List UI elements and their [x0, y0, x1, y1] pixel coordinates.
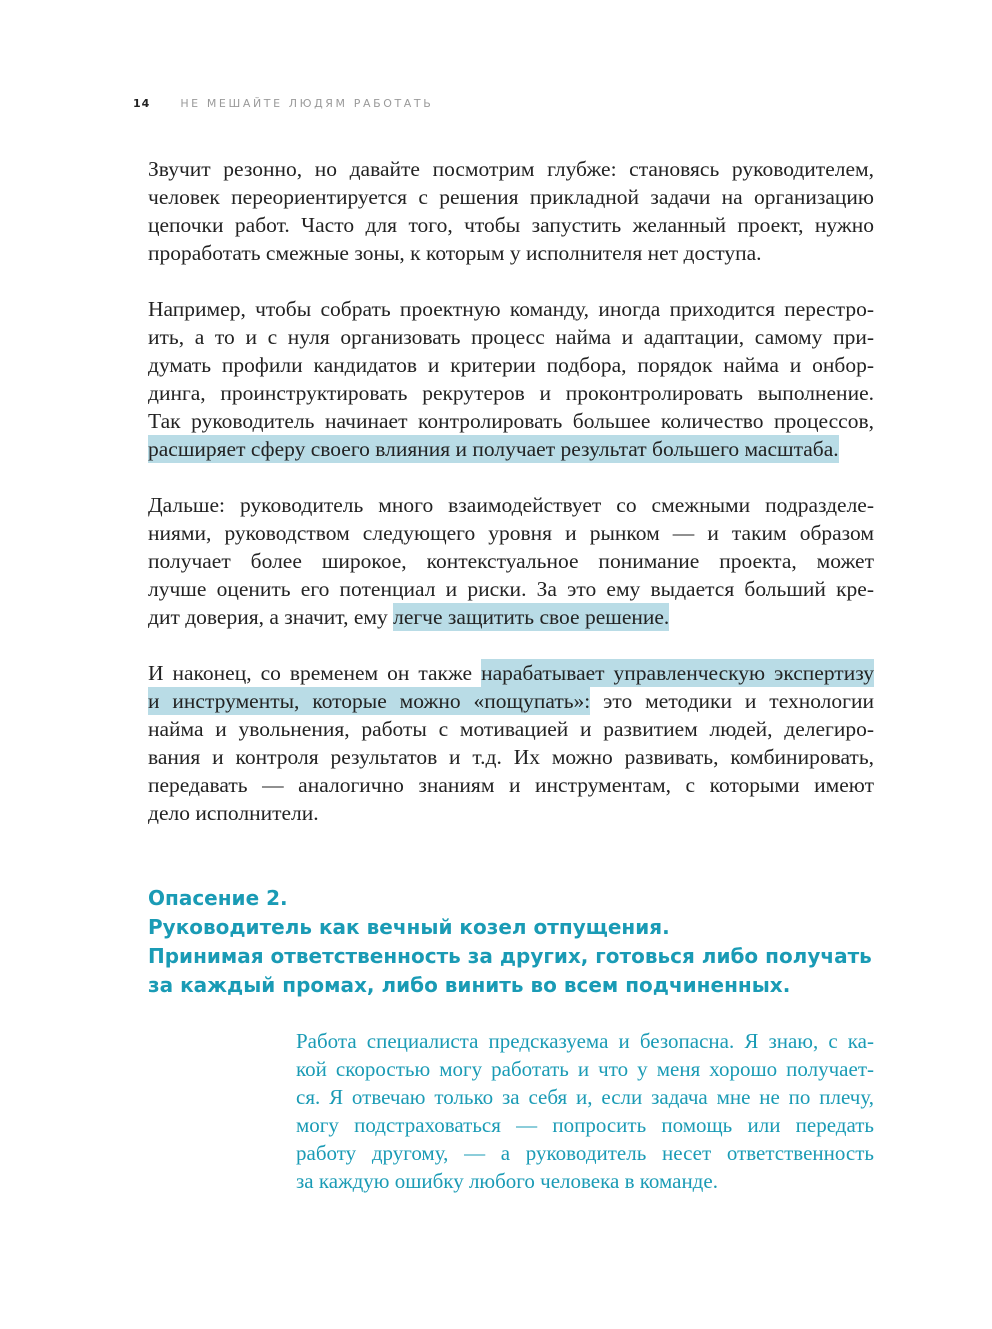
text-segment: Так руководитель начинает контролировать большее количество процессов, — [148, 409, 874, 433]
text-line — [148, 575, 874, 603]
text-segment: Дальше: руководитель много взаимодействует со смежными подразделе- — [148, 493, 874, 517]
quote-line: кой скоростью могу работать и что у меня хорошо получает- — [296, 1057, 874, 1081]
text-line — [148, 799, 874, 827]
quote-line: могу подстраховаться — попросить помощь или передать — [296, 1113, 874, 1137]
quote-line: за каждую ошибку любого человека в команде. — [296, 1169, 718, 1193]
page-number: 14 — [133, 97, 151, 110]
text-segment: Звучит резонно, но давайте посмотрим глубже: становясь руководителем, — [148, 157, 874, 181]
section-heading-line: за каждый промах, либо винить во всем подчиненных. — [148, 973, 791, 997]
section-number: Опасение 2. — [148, 886, 288, 910]
quote-line: ся. Я отвечаю только за себя и, если задача мне не по плечу, — [296, 1085, 874, 1109]
text-line — [148, 435, 874, 463]
pull-quote — [296, 1027, 874, 1195]
text-segment: ниями, руководством следующего уровня и рынком — и таким образом — [148, 521, 874, 545]
paragraph — [148, 155, 874, 267]
body-text — [148, 155, 874, 855]
section-heading-line: Руководитель как вечный козел отпущения. — [148, 915, 670, 939]
text-segment: дит доверия, а значит, ему — [148, 605, 394, 629]
text-segment: думать профили кандидатов и критерии подбора, порядок найма и онбор- — [148, 353, 874, 377]
text-segment: И наконец, со временем он также — [148, 661, 482, 685]
text-segment: динга, проинструктировать рекрутеров и проконтролировать выполнение. — [148, 381, 874, 405]
text-segment: это методики и технологии — [590, 689, 874, 713]
quote-line: работу другому, — а руководитель несет ответственность — [296, 1141, 874, 1165]
section-heading — [148, 884, 888, 1000]
text-line — [148, 211, 874, 239]
text-segment: получает более широкое, контекстуальное понимание проекта, может — [148, 549, 874, 573]
text-segment: лучше оценить его потенциал и риски. За это ему выдается больший кре- — [148, 577, 874, 601]
text-line — [148, 379, 874, 407]
running-head-title: НЕ МЕШАЙТЕ ЛЮДЯМ РАБОТАТЬ — [180, 97, 434, 110]
text-segment: ить, а то и с нуля организовать процесс найма и адаптации, самому при- — [148, 325, 874, 349]
text-line — [148, 715, 874, 743]
text-segment: проработать смежные зоны, к которым у исполнителя нет доступа. — [148, 241, 762, 265]
text-line — [148, 407, 874, 435]
text-line — [148, 743, 874, 771]
text-segment: цепочки работ. Часто для того, чтобы запустить желанный проект, нужно — [148, 213, 874, 237]
text-segment: вания и контроля результатов и т.д. Их можно развивать, комбинировать, — [148, 745, 874, 769]
text-segment: передавать — аналогично знаниям и инструментам, с которыми имеют — [148, 773, 874, 797]
section-heading-line: Принимая ответственность за других, готовься либо получать — [148, 944, 872, 968]
text-line — [148, 771, 874, 799]
highlighted-text: нарабатывает управленческую экспертизу — [481, 661, 874, 685]
highlighted-text: легче защитить свое решение. — [393, 605, 670, 629]
text-line — [148, 659, 874, 687]
text-line — [148, 183, 874, 211]
text-line — [148, 155, 874, 183]
text-line — [148, 519, 874, 547]
text-line — [148, 239, 874, 267]
text-line — [148, 603, 874, 631]
text-segment: человек переориентируется с решения прикладной задачи на организацию — [148, 185, 874, 209]
text-line — [148, 295, 874, 323]
text-segment: дело исполнители. — [148, 801, 319, 825]
text-line — [148, 323, 874, 351]
paragraph — [148, 491, 874, 631]
paragraph — [148, 659, 874, 827]
highlighted-text: и инструменты, которые можно «пощупать»: — [148, 689, 591, 713]
text-segment: Например, чтобы собрать проектную команду, иногда приходится перестро- — [148, 297, 874, 321]
paragraph — [148, 295, 874, 463]
text-line — [148, 351, 874, 379]
text-line — [148, 687, 874, 715]
text-line — [148, 491, 874, 519]
running-head — [133, 97, 433, 110]
text-line — [148, 547, 874, 575]
text-segment: найма и увольнения, работы с мотивацией и развитием людей, делегиро- — [148, 717, 874, 741]
quote-line: Работа специалиста предсказуема и безопасна. Я знаю, с ка- — [296, 1029, 874, 1053]
highlighted-text: расширяет сферу своего влияния и получает результат большего масштаба. — [148, 437, 839, 461]
